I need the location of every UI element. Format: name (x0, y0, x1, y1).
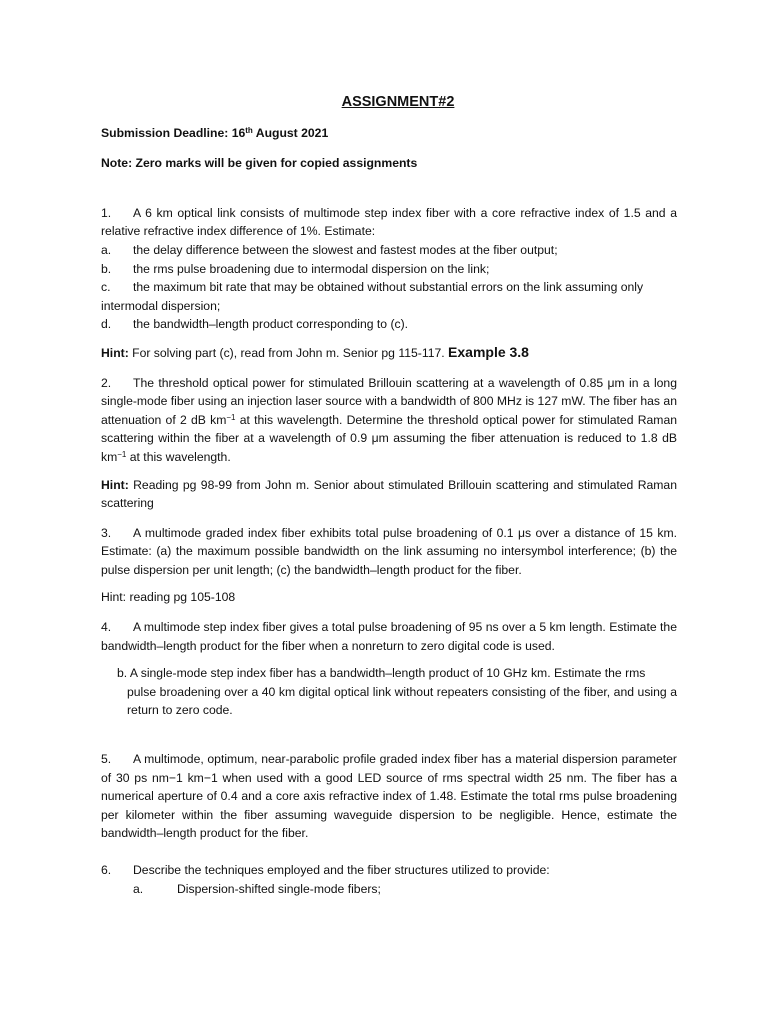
question-part-a: a. Dispersion-shifted single-mode fibers; (133, 881, 381, 896)
page-title: ASSIGNMENT#2 (341, 94, 455, 110)
question-6: 6. Describe the techniques employed and the fiber structures utilized to provide: a. Dispersion-shifted single-mode fibers; (101, 861, 677, 898)
hint-2: Hint: Reading pg 98-99 from John m. Senior about stimulated Brillouin scattering and stimulated Raman scattering (101, 477, 677, 511)
question-number: 5. (101, 752, 112, 767)
assignment-body (101, 93, 677, 907)
question-part-d: d. the bandwidth–length product corresponding to (c). (101, 317, 409, 332)
question-number: 3. (101, 525, 112, 540)
copy-warning-note: Note: Zero marks will be given for copied assignments (101, 156, 418, 171)
question-part-b: b. the rms pulse broadening due to intermodal dispersion on the link; (101, 261, 490, 276)
question-4: 4. A multimode step index fiber gives a total pulse broadening of 95 ns over a 5 km length. Estimate the bandwidth–length product for the fiber when a nonreturn to zero digital code is used. (101, 620, 677, 653)
question-3: 3. A multimode graded index fiber exhibits total pulse broadening of 0.1 μs over a distance of 15 km. Estimate: (a) the maximum possible bandwidth on the link assuming no intersymbol interference; (b) the pulse dispersion per unit length; (c) the bandwidth–length product for the fiber. (101, 525, 677, 577)
submission-deadline: Submission Deadline: 16th August 2021 (101, 125, 329, 140)
question-part-c-continued: intermodal dispersion; (101, 298, 221, 313)
question-number: 1. (101, 205, 112, 220)
question-1 (101, 204, 677, 334)
question-part-c: c. the maximum bit rate that may be obtained without substantial errors on the link assuming only (101, 280, 644, 295)
hint-3: Hint: reading pg 105-108 (101, 590, 236, 605)
question-number: 2. (101, 375, 112, 390)
example-reference: Example 3.8 (448, 343, 529, 360)
question-number: 4. (101, 620, 112, 635)
question-5: 5. A multimode, optimum, near-parabolic profile graded index fiber has a material dispersion parameter of 30 ps nm−1 km−1 when used with a good LED source of rms spectral width 25 nm. The fiber has a numerical aperture of 0.4 and a core axis refractive index of 1.48. Estimate the total rms pulse broadening per kilometer within the fiber assuming waveguide dispersion to be negligible. Hence, estimate the bandwidth–length product for the fiber. (101, 752, 677, 841)
question-2: 2. The threshold optical power for stimulated Brillouin scattering at a wavelength of 0.85 μm in a long single-mode fiber using an injection laser source with a bandwidth of 800 MHz is 127 mW. The fiber has an attenuation of 2 dB $km^{-1}$ at this wavelength. Determine the threshold optical power for stimulated Raman scattering within the fiber at a wavelength of 0.9 μm assuming the fiber attenuation is reduced to 1.8 dB $km^{-1}$ at this wavelength. (101, 375, 678, 464)
question-4-part-b: b. A single-mode step index fiber has a bandwidth–length product of 10 GHz km. Estimate the rms pulse broadening over a 40 km digital optical link without repeaters consisting of the fiber, and using a return to zero code. (117, 666, 677, 718)
hint-1: Hint: For solving part (c), read from John m. Senior pg 115-117. Example 3.8 (101, 343, 529, 360)
question-text: A 6 km optical link consists of multimode step index fiber with a core refractive index of 1.5 and a relative refractive index difference of 1%. Estimate: (101, 205, 677, 239)
question-part-a: a. the delay difference between the slowest and fastest modes at the fiber output; (101, 242, 558, 257)
question-number: 6. (101, 863, 112, 877)
